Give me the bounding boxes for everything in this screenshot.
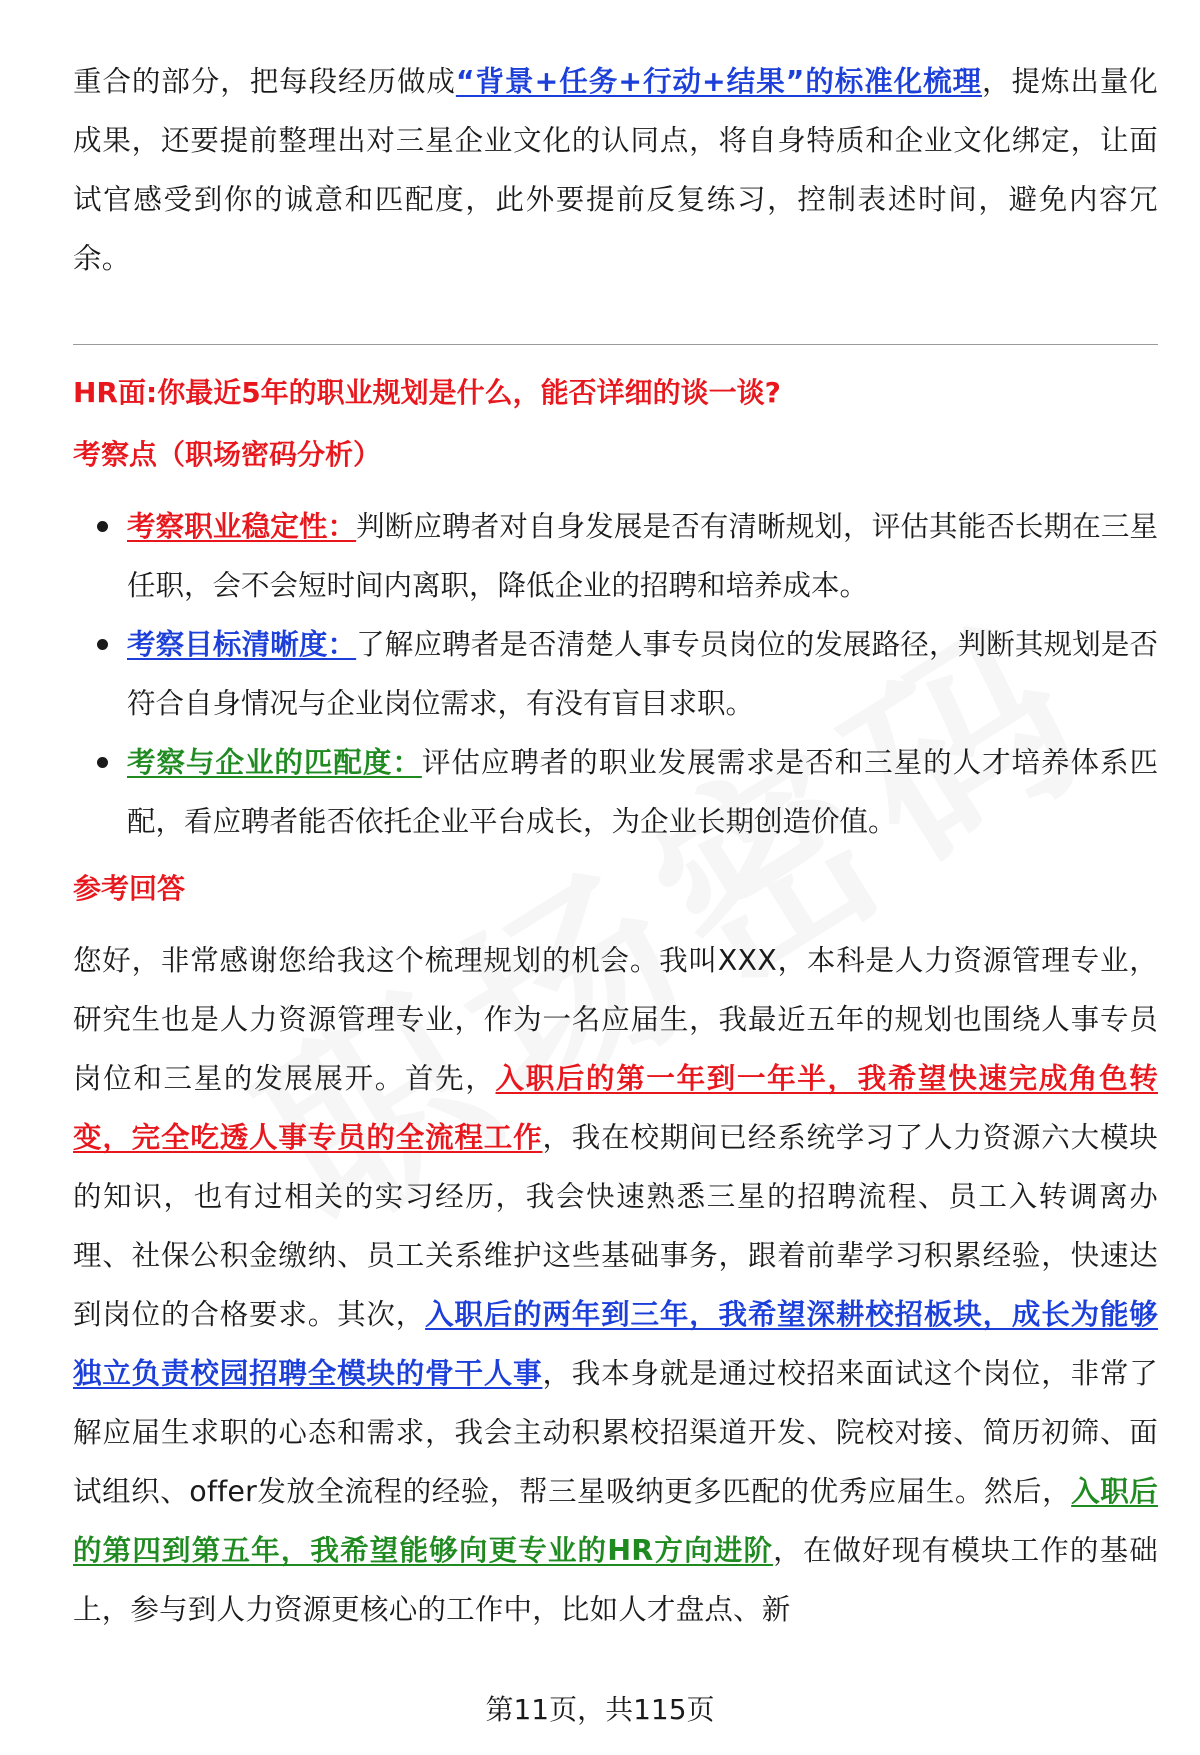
answer-paragraph	[73, 931, 1158, 1639]
point-label: 考察职业稳定性：	[127, 510, 357, 543]
page-content	[73, 52, 1158, 1639]
bullet-icon	[97, 521, 108, 532]
intro-highlight: “背景+任务+行动+结果”的标准化梳理	[455, 65, 983, 98]
list-item	[73, 497, 1158, 615]
points-heading: 考察点（职场密码分析）	[73, 438, 382, 471]
point-text: 了解应聘者是否清楚人事专员岗位的发展路径，判断其规划是否符合自身情况与企业岗位需求，有没有盲目求职。	[127, 628, 1158, 720]
answer-text-4: ，在做好现有模块工作的基础上，参与到人力资源更核心的工作中，比如人才盘点、新	[73, 1534, 1158, 1626]
answer-text-2: ，我在校期间已经系统学习了人力资源六大模块的知识，也有过相关的实习经历，我会快速熟悉三星的招聘流程、员工入转调离办理、社保公积金缴纳、员工关系维护这些基础事务，跟着前辈学习积累经验，快速达到岗位的合格要求。其次，	[73, 1121, 1159, 1331]
answer-heading: 参考回答	[73, 872, 186, 905]
section-divider	[73, 344, 1158, 345]
intro-text-1: 重合的部分，把每段经历做成	[73, 65, 456, 98]
point-label: 考察与企业的匹配度：	[127, 746, 422, 779]
answer-highlight-1: 入职后的第一年到一年半，我希望快速完成角色转变，完全吃透人事专员的全流程工作	[73, 1062, 1158, 1154]
answer-text-3: ，我本身就是通过校招来面试这个岗位，非常了解应届生求职的心态和需求，我会主动积累校招渠道开发、院校对接、简历初筛、面试组织、offer发放全流程的经验，帮三星吸纳更多匹配的优秀应届生。然后，	[73, 1357, 1159, 1508]
point-label: 考察目标清晰度：	[127, 628, 357, 661]
point-text: 评估应聘者的职业发展需求是否和三星的人才培养体系匹配，看应聘者能否依托企业平台成长，为企业长期创造价值。	[127, 746, 1158, 838]
bullet-icon	[97, 639, 108, 650]
answer-text-1: 您好，非常感谢您给我这个梳理规划的机会。我叫XXX，本科是人力资源管理专业，研究生也是人力资源管理专业，作为一名应届生，我最近五年的规划也围绕人事专员岗位和三星的发展展开。首先，	[73, 944, 1158, 1095]
question-heading: HR面:你最近5年的职业规划是什么，能否详细的谈一谈?	[73, 376, 781, 409]
intro-text-2: ，提炼出量化成果，还要提前整理出对三星企业文化的认同点，将自身特质和企业文化绑定，让面试官感受到你的诚意和匹配度，此外要提前反复练习，控制表述时间，避免内容冗余。	[73, 65, 1159, 275]
answer-highlight-2: 入职后的两年到三年，我希望深耕校招板块，成长为能够独立负责校园招聘全模块的骨干人事	[73, 1298, 1158, 1390]
answer-highlight-3: 入职后的第四到第五年，我希望能够向更专业的HR方向进阶	[73, 1475, 1158, 1567]
points-list	[73, 497, 1158, 851]
point-text: 判断应聘者对自身发展是否有清晰规划，评估其能否长期在三星任职，会不会短时间内离职，降低企业的招聘和培养成本。	[127, 510, 1158, 602]
intro-paragraph	[73, 52, 1158, 288]
list-item	[73, 615, 1158, 733]
list-item	[73, 733, 1158, 851]
page-number-footer: 第11页，共115页	[485, 1693, 715, 1726]
bullet-icon	[97, 757, 108, 768]
